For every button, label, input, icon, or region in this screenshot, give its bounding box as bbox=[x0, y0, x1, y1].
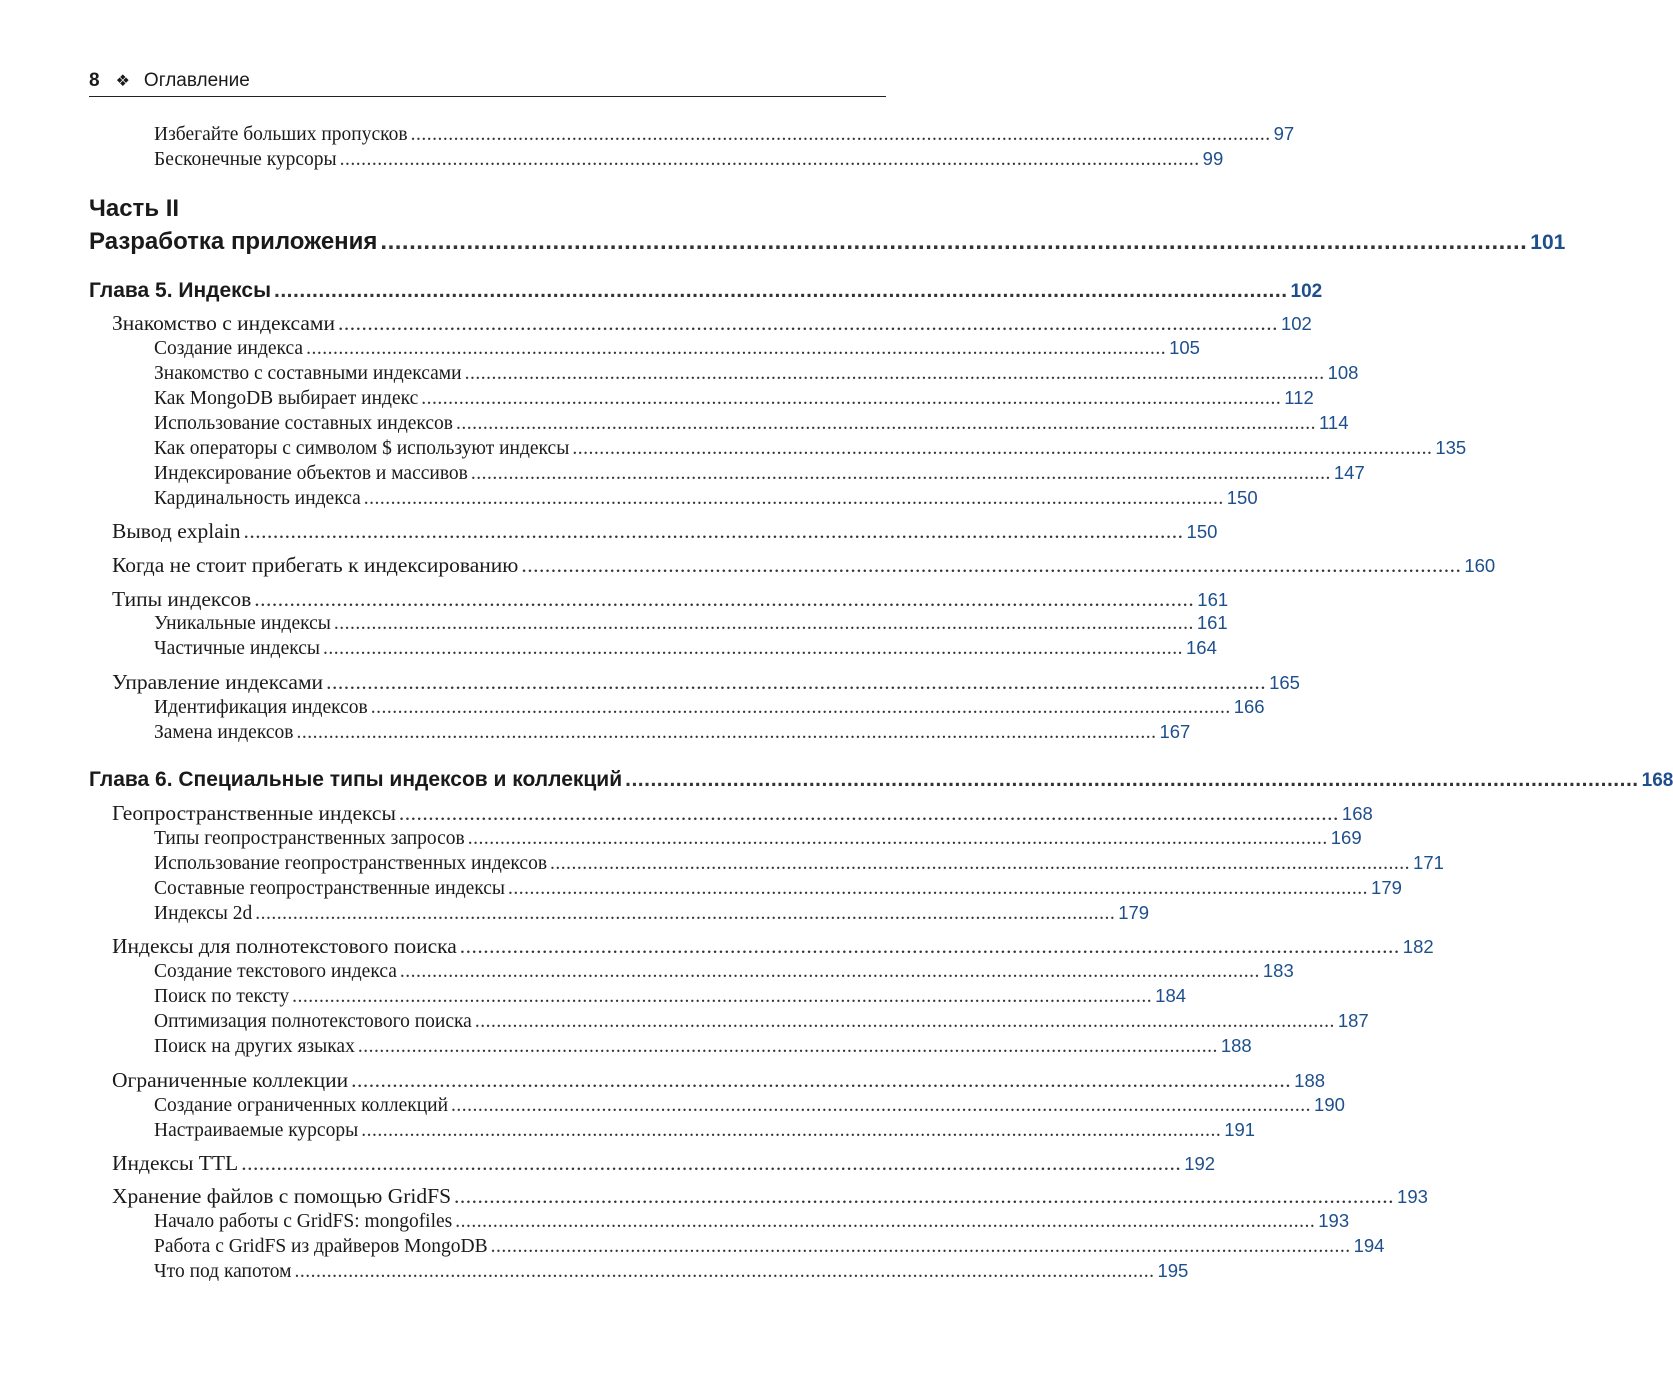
toc-entry[interactable]: Замена индексов ................................................................................................................................................................ 167 bbox=[154, 721, 1191, 743]
dot-leader: ................................................................................................................................................................ bbox=[398, 801, 1339, 825]
toc-entry[interactable]: Уникальные индексы ................................................................................................................................................................ 161 bbox=[154, 612, 1228, 634]
part-label: Часть II bbox=[89, 195, 180, 222]
toc-entry[interactable]: Ограниченные коллекции ................................................................................................................................................................ 188 bbox=[112, 1068, 1326, 1092]
dot-leader: ................................................................................................................................................................ bbox=[464, 363, 1325, 384]
dot-leader: ................................................................................................................................................................ bbox=[521, 553, 1462, 577]
header-title: Оглавление bbox=[143, 70, 250, 91]
toc-entry[interactable]: Как MongoDB выбирает индекс ................................................................................................................................................................ 112 bbox=[154, 387, 1314, 409]
toc-entry[interactable]: Использование составных индексов ................................................................................................................................................................ 114 bbox=[154, 412, 1349, 434]
dot-leader: ................................................................................................................................................................ bbox=[337, 311, 1278, 335]
toc-entry[interactable]: Начало работы с GridFS: mongofiles ................................................................................................................................................................ 193 bbox=[154, 1210, 1350, 1232]
toc-entry[interactable]: Работа с GridFS из драйверов MongoDB ................................................................................................................................................................ 194 bbox=[154, 1235, 1385, 1257]
toc-entry[interactable]: Настраиваемые курсоры ................................................................................................................................................................ 191 bbox=[154, 1119, 1256, 1141]
dot-leader: ................................................................................................................................................................ bbox=[306, 338, 1167, 359]
toc-entry[interactable]: Индексирование объектов и массивов ................................................................................................................................................................ 147 bbox=[154, 462, 1365, 484]
toc-entry[interactable]: Управление индексами ................................................................................................................................................................ 165 bbox=[112, 670, 1300, 694]
toc-entry[interactable]: Частичные индексы ................................................................................................................................................................ 164 bbox=[154, 637, 1217, 659]
toc-entry[interactable]: Геопространственные индексы ................................................................................................................................................................ 168 bbox=[112, 801, 1373, 825]
dot-leader: ................................................................................................................................................................ bbox=[470, 463, 1331, 484]
dot-leader: ................................................................................................................................................................ bbox=[454, 1184, 1395, 1208]
toc-entry[interactable]: Создание текстового индекса ................................................................................................................................................................ 183 bbox=[154, 960, 1294, 982]
toc-chapter-entry[interactable]: Глава 5. Индексы ................................................................................................................................................................ 102 bbox=[89, 279, 1323, 302]
dot-leader: ................................................................................................................................................................ bbox=[326, 670, 1267, 694]
dot-leader: ................................................................................................................................................................ bbox=[361, 1120, 1222, 1141]
toc-entry[interactable]: Индексы 2d ................................................................................................................................................................ 179 bbox=[154, 902, 1150, 924]
dot-leader: ................................................................................................................................................................ bbox=[467, 828, 1328, 849]
dot-leader: ................................................................................................................................................................ bbox=[370, 697, 1231, 718]
dot-leader: ................................................................................................................................................................ bbox=[323, 638, 1184, 659]
dot-leader: ................................................................................................................................................................ bbox=[339, 149, 1200, 170]
toc-entry[interactable]: Знакомство с составными индексами ................................................................................................................................................................ 108 bbox=[154, 362, 1359, 384]
toc-entry[interactable]: Хранение файлов с помощью GridFS ................................................................................................................................................................ 193 bbox=[112, 1184, 1428, 1208]
dot-leader: ................................................................................................................................................................ bbox=[363, 488, 1224, 509]
dot-leader: ................................................................................................................................................................ bbox=[357, 1036, 1218, 1057]
dot-leader: ................................................................................................................................................................ bbox=[508, 878, 1369, 899]
dot-leader: ................................................................................................................................................................ bbox=[421, 388, 1282, 409]
toc-entry[interactable]: Кардинальность индекса ................................................................................................................................................................ 150 bbox=[154, 487, 1258, 509]
dot-leader: ................................................................................................................................................................ bbox=[241, 1151, 1182, 1175]
dot-leader: ................................................................................................................................................................ bbox=[351, 1068, 1292, 1092]
toc-entry[interactable]: Индексы для полнотекстового поиска ................................................................................................................................................................ 182 bbox=[112, 934, 1434, 958]
dot-leader: ................................................................................................................................................................ bbox=[550, 853, 1411, 874]
dot-leader: ................................................................................................................................................................ bbox=[254, 587, 1195, 611]
dot-leader: ................................................................................................................................................................ bbox=[625, 768, 1639, 791]
toc-chapter-entry[interactable]: Глава 6. Специальные типы индексов и коллекций ................................................................................................................................................................ 168 bbox=[89, 768, 1673, 791]
dot-leader: ................................................................................................................................................................ bbox=[455, 1211, 1316, 1232]
dot-leader: ................................................................................................................................................................ bbox=[572, 438, 1433, 459]
toc-entry[interactable]: Бесконечные курсоры ................................................................................................................................................................ 99 bbox=[154, 148, 1224, 170]
dot-leader: ................................................................................................................................................................ bbox=[490, 1236, 1351, 1257]
dot-leader: ................................................................................................................................................................ bbox=[296, 722, 1157, 743]
toc-entry[interactable]: Знакомство с индексами ................................................................................................................................................................ 102 bbox=[112, 311, 1312, 335]
dot-leader: ................................................................................................................................................................ bbox=[333, 613, 1194, 634]
toc-entry[interactable]: Как операторы с символом $ используют индексы ................................................................................................................................................................ 135 bbox=[154, 437, 1467, 459]
dot-leader: ................................................................................................................................................................ bbox=[243, 519, 1184, 543]
dot-leader: ................................................................................................................................................................ bbox=[292, 986, 1153, 1007]
dot-leader: ................................................................................................................................................................ bbox=[459, 934, 1400, 958]
toc-entry[interactable]: Поиск на других языках ................................................................................................................................................................ 188 bbox=[154, 1035, 1252, 1057]
toc-entry[interactable]: Индексы TTL ................................................................................................................................................................ 192 bbox=[112, 1151, 1216, 1175]
header-page-number: 8 bbox=[89, 70, 100, 91]
running-header bbox=[89, 68, 886, 97]
toc-part-entry[interactable]: Разработка приложения ................................................................................................................................................................ 101 bbox=[89, 228, 1566, 255]
dot-leader: ................................................................................................................................................................ bbox=[399, 961, 1260, 982]
toc-entry[interactable]: Использование геопространственных индексов ................................................................................................................................................................ 171 bbox=[154, 852, 1444, 874]
dot-leader: ................................................................................................................................................................ bbox=[294, 1261, 1155, 1282]
dot-leader: ................................................................................................................................................................ bbox=[274, 279, 1288, 302]
dot-leader: ................................................................................................................................................................ bbox=[456, 413, 1317, 434]
dot-leader: ................................................................................................................................................................ bbox=[255, 903, 1116, 924]
toc-entry[interactable]: Идентификация индексов ................................................................................................................................................................ 166 bbox=[154, 696, 1265, 718]
dot-leader: ................................................................................................................................................................ bbox=[410, 124, 1271, 145]
ornament-icon: ❖ bbox=[115, 73, 130, 90]
toc-entry[interactable]: Типы геопространственных запросов ................................................................................................................................................................ 169 bbox=[154, 827, 1362, 849]
toc-entry[interactable]: Поиск по тексту ................................................................................................................................................................ 184 bbox=[154, 985, 1187, 1007]
toc-entry[interactable]: Избегайте больших пропусков ................................................................................................................................................................ 97 bbox=[154, 123, 1295, 145]
toc-entry[interactable]: Когда не стоит прибегать к индексированию ................................................................................................................................................................ 160 bbox=[112, 553, 1496, 577]
dot-leader: ................................................................................................................................................................ bbox=[451, 1095, 1312, 1116]
dot-leader: ................................................................................................................................................................ bbox=[380, 228, 1528, 255]
toc-entry[interactable]: Вывод explain ................................................................................................................................................................ 150 bbox=[112, 519, 1218, 543]
toc-entry[interactable]: Создание ограниченных коллекций ................................................................................................................................................................ 190 bbox=[154, 1094, 1345, 1116]
toc-entry[interactable]: Типы индексов ................................................................................................................................................................ 161 bbox=[112, 587, 1229, 611]
toc-entry[interactable]: Создание индекса ................................................................................................................................................................ 105 bbox=[154, 337, 1200, 359]
toc-entry[interactable]: Что под капотом ................................................................................................................................................................ 195 bbox=[154, 1260, 1189, 1282]
dot-leader: ................................................................................................................................................................ bbox=[474, 1011, 1335, 1032]
toc-entry[interactable]: Оптимизация полнотекстового поиска ................................................................................................................................................................ 187 bbox=[154, 1010, 1369, 1032]
toc-entry[interactable]: Составные геопространственные индексы ................................................................................................................................................................ 179 bbox=[154, 877, 1402, 899]
